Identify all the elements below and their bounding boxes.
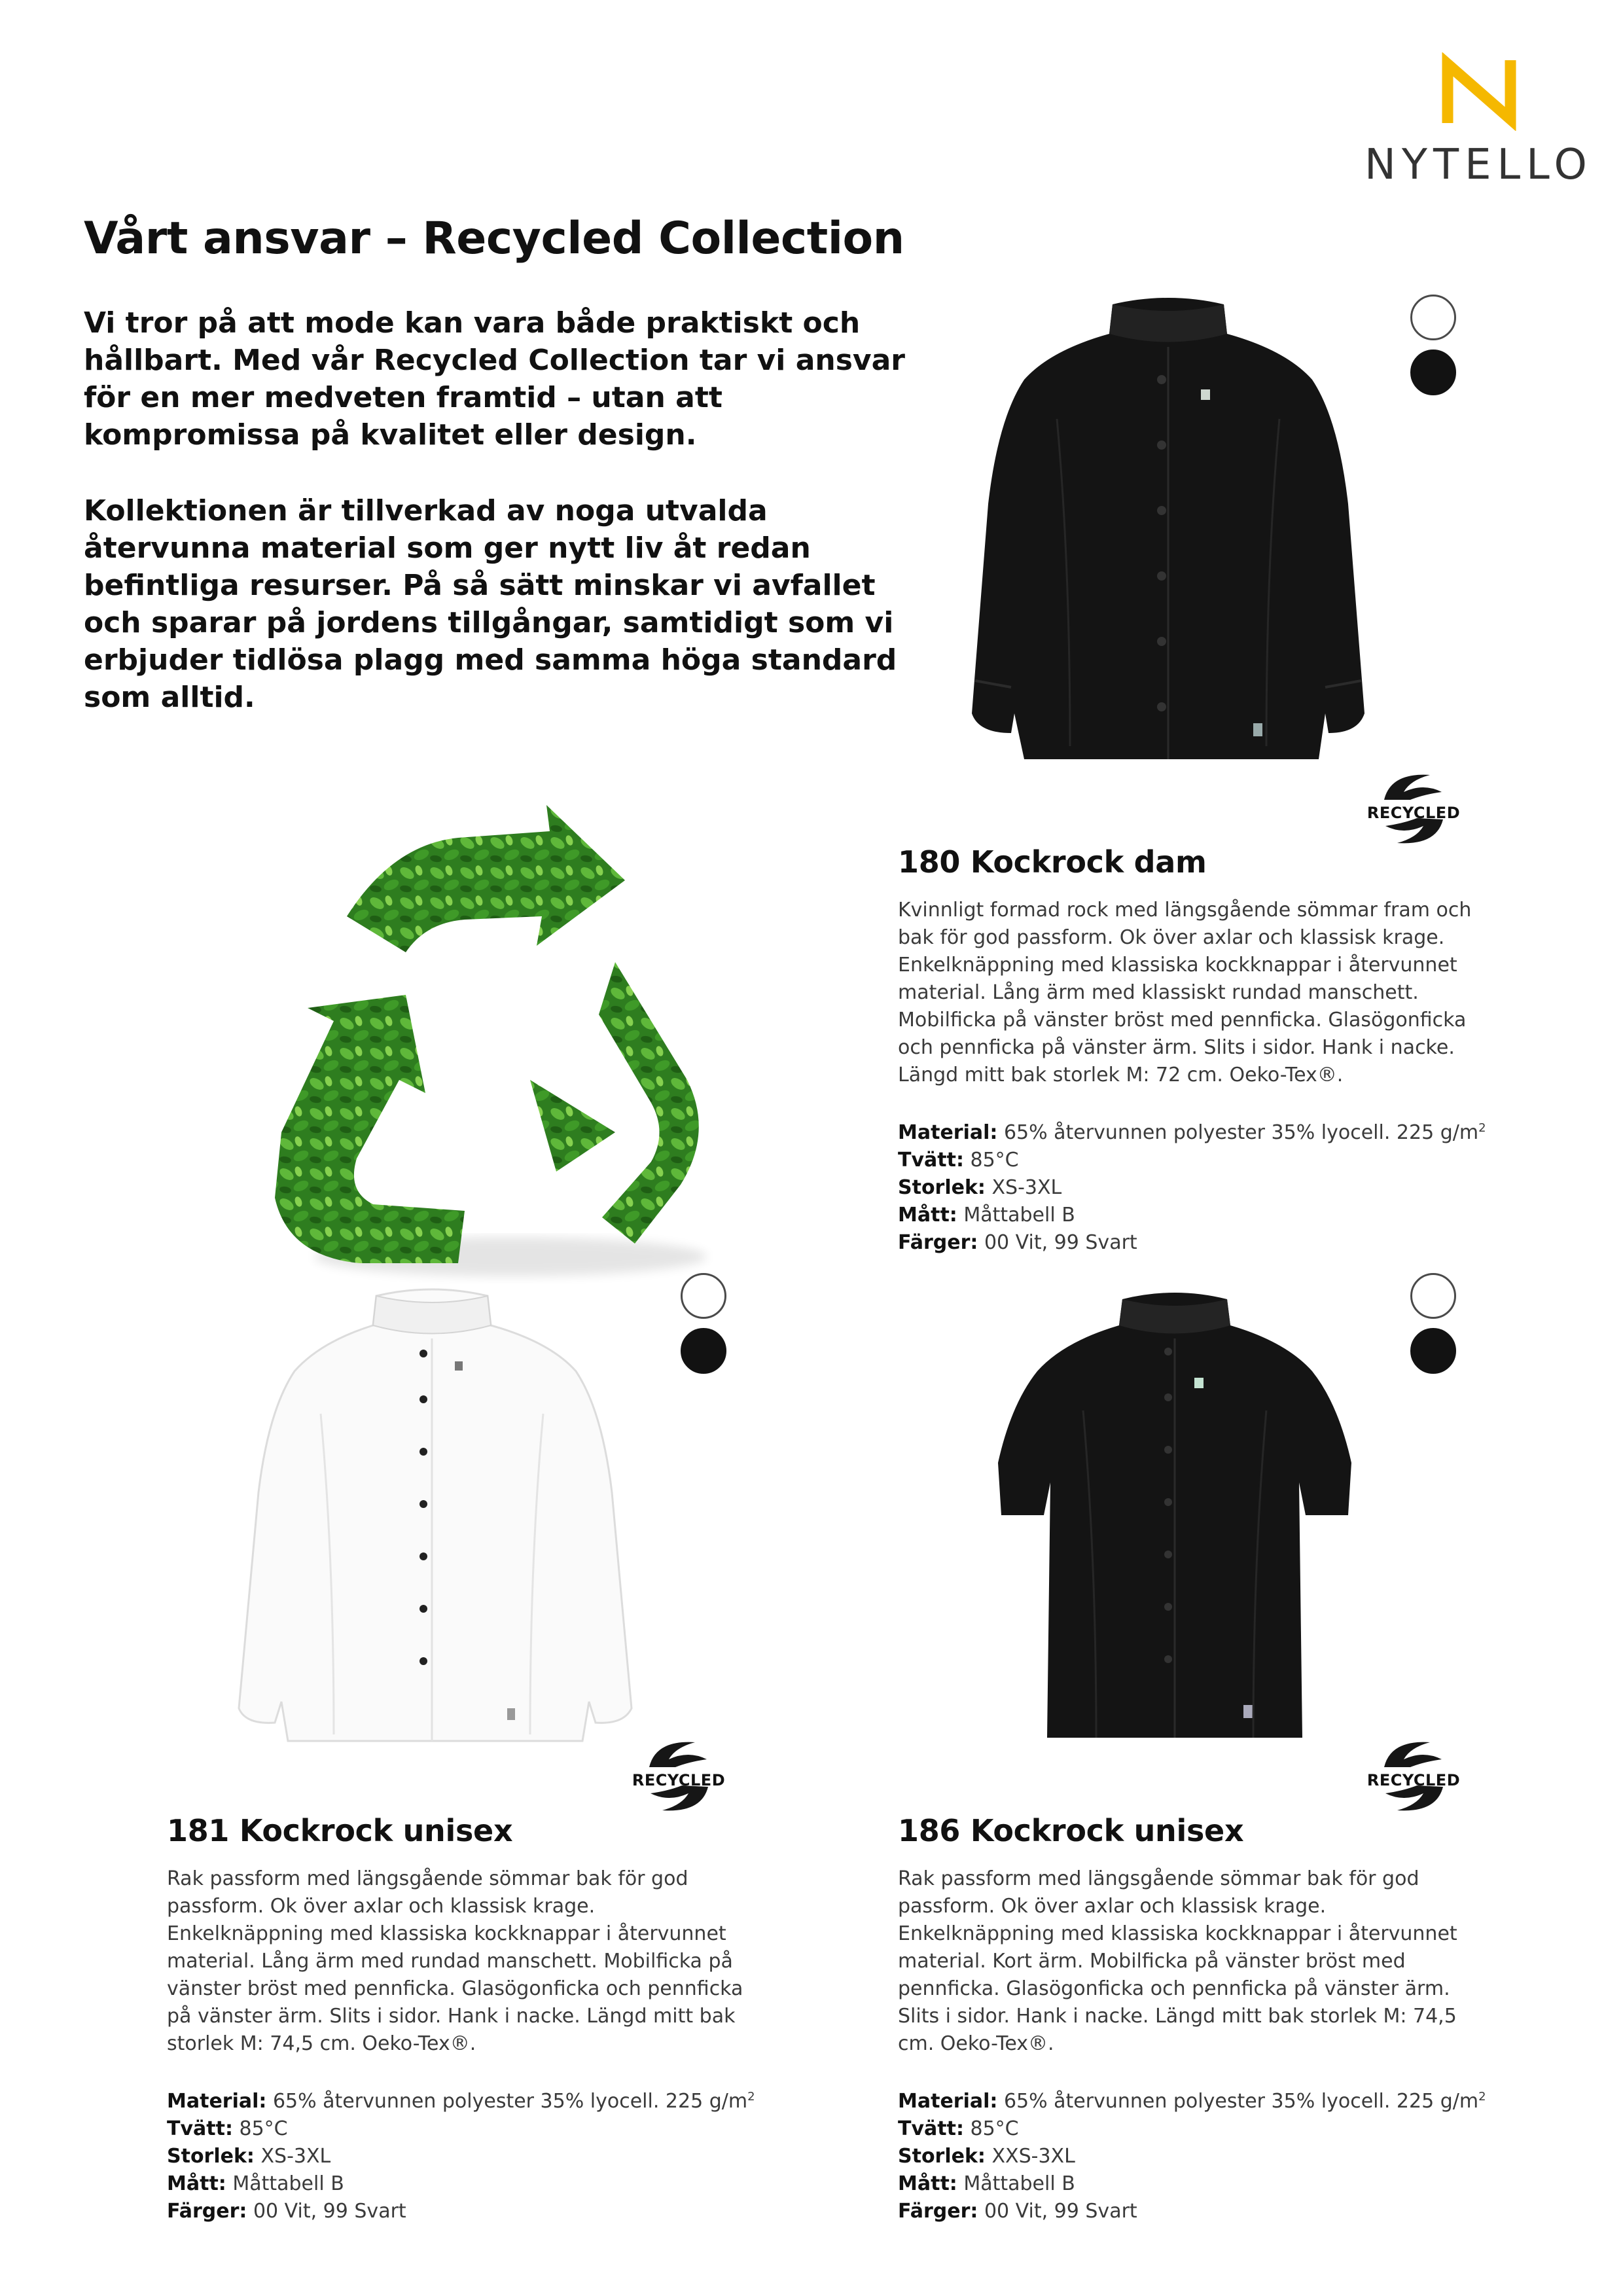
spec-measure: Mått: Måttabell B (167, 2172, 344, 2195)
brand-name: NYTELLO (1364, 141, 1593, 189)
product-description: Rak passform med längsgående sömmar bak för god passform. Ok över axlar och klassisk krage. Enkelknäppning med klassiska kockknappar i återvunnet material. Lång ärm med rundad manschett. Mobilficka på vänster bröst med pennficka. Glasögonficka och pennficka på vänster ärm. Slits i sidor. Hank i nacke. Längd mitt bak storlek M: 74,5 cm. Oeko-Tex®. (167, 1867, 743, 2055)
swatch-white[interactable] (681, 1273, 726, 1319)
nytello-logo-icon (1433, 52, 1525, 131)
spec-measure: Mått: Måttabell B (898, 1204, 1075, 1227)
swatch-white[interactable] (1410, 1273, 1456, 1319)
spec-colors: Färger: 00 Vit, 99 Svart (898, 2200, 1137, 2223)
product-description: Rak passform med längsgående sömmar bak för god passform. Ok över axlar och klassisk krage. Enkelknäppning med klassiska kockknappar i återvunnet material. Kort ärm. Mobilficka på vänster bröst med pennficka. Glasögonficka och pennficka på vänster ärm. Slits i sidor. Hank i nacke. Längd mitt bak storlek M: 74,5 cm. Oeko-Tex®. (898, 1867, 1457, 2055)
product-title: 181 Kockrock unisex (167, 1813, 513, 1848)
swatch-black[interactable] (681, 1328, 726, 1374)
black-chef-jacket-long-sleeve-icon (946, 288, 1391, 785)
recycled-badge-label: RECYCLED (1366, 1771, 1461, 1789)
spec-wash: Tvätt: 85°C (167, 2117, 288, 2140)
product-title: 180 Kockrock dam (898, 844, 1207, 880)
product-description: Kvinnligt formad rock med längsgående sömmar fram och bak för god passform. Ok över axlar och klassisk krage. Enkelknäppning med klassiska kockknappar i återvunnet material. Lång ärm med klassiskt rundad manschett. Mobilficka på vänster bröst med pennficka. Glasögonficka och pennficka på vänster ärm. Slits i sidor. Hank i nacke. Längd mitt bak storlek M: 72 cm. Oeko-Tex®. (898, 899, 1472, 1086)
page-title: Vårt ansvar – Recycled Collection (84, 213, 904, 264)
spec-measure: Mått: Måttabell B (898, 2172, 1075, 2195)
spec-size: Storlek: XS-3XL (898, 1176, 1062, 1199)
swatch-black[interactable] (1410, 350, 1456, 395)
product-title: 186 Kockrock unisex (898, 1813, 1244, 1848)
recycled-badge-label: RECYCLED (632, 1771, 726, 1789)
recycled-badge (1364, 1733, 1463, 1818)
swatch-black[interactable] (1410, 1328, 1456, 1374)
recycle-leaf-symbol-icon (249, 805, 759, 1302)
recycled-badge-label: RECYCLED (1366, 804, 1461, 822)
spec-colors: Färger: 00 Vit, 99 Svart (898, 1231, 1137, 1254)
product-specs (167, 2083, 755, 2225)
spec-size: Storlek: XXS-3XL (898, 2145, 1075, 2168)
spec-size: Storlek: XS-3XL (167, 2145, 331, 2168)
spec-material: Material: 65% återvunnen polyester 35% lyocell. 225 $g/m^2$ (167, 2090, 755, 2113)
product-specs (898, 2083, 1486, 2225)
swatch-white[interactable] (1410, 295, 1456, 340)
recycled-badge (1364, 766, 1463, 851)
spec-wash: Tvätt: 85°C (898, 2117, 1019, 2140)
spec-material: Material: 65% återvunnen polyester 35% lyocell. 225 $g/m^2$ (898, 1121, 1486, 1144)
intro-paragraph-1: Vi tror på att mode kan vara både praktiskt och hållbart. Med vår Recycled Collection tar vi ansvar för en mer medveten framtid – utan att kompromissa på kvalitet eller design. (84, 306, 905, 452)
black-chef-jacket-short-sleeve-icon (985, 1286, 1364, 1757)
spec-wash: Tvätt: 85°C (898, 1149, 1019, 1172)
spec-colors: Färger: 00 Vit, 99 Svart (167, 2200, 406, 2223)
spec-material: Material: 65% återvunnen polyester 35% lyocell. 225 $g/m^2$ (898, 2090, 1486, 2113)
white-chef-jacket-long-sleeve-icon (213, 1283, 658, 1754)
recycled-badge (630, 1733, 728, 1818)
product-specs (898, 1115, 1486, 1257)
intro-paragraph-2: Kollektionen är tillverkad av noga utvalda återvunna material som ger nytt liv åt redan befintliga resurser. På så sätt minskar vi avfallet och sparar på jordens tillgångar, samtidigt som vi erbjuder tidlösa plagg med samma höga standard som alltid. (84, 494, 897, 714)
